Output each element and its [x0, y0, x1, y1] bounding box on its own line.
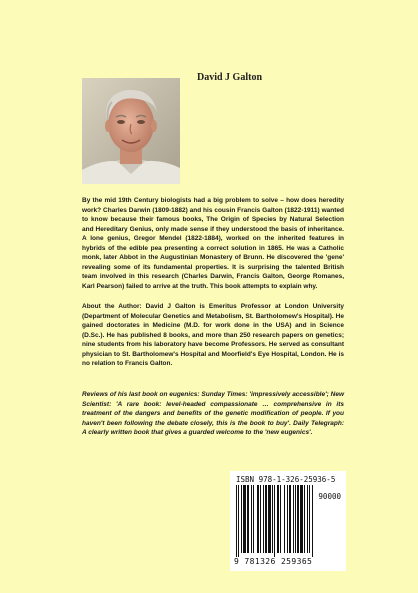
barcode-bars: [236, 485, 316, 557]
ean-digits: 9 781326 259365: [234, 557, 313, 566]
author-name: David J Galton: [197, 72, 263, 83]
isbn-label: ISBN 978-1-326-25936-5: [236, 475, 336, 484]
author-photo: [82, 78, 180, 184]
reviews-paragraph: Reviews of his last book on eugenics: Sunday Times: 'impressively accessible'; New Scientist: 'A rare book: level-headed compassionate … comprehensive in its treatment of the dangers and benefits of the genetic modification of people. If you haven't been following the debate closely, this is the book to buy'. Daily Telegraph: A clearly written book that gives a guarded welcome to the 'new eugenics'.: [82, 391, 344, 437]
about-author-paragraph: About the Author: David J Galton is Emeritus Professor at London University (Department of Molecular Genetics and Metabolism, St. Bartholomew's Hospital). He gained doctorates in Medicine (M.D. for work done in the USA) and in Science (D.Sc.). He has published 8 books, and more than 250 research papers on genetics; nine students from his laboratory have become Professors. He served as consultant physician to St. Bartholomew's Hospital and Moorfield's Eye Hospital, London. He is no relation to Francis Galton.: [82, 303, 344, 368]
isbn-barcode: [230, 471, 346, 571]
author-portrait-image: [82, 78, 180, 184]
synopsis-paragraph: By the mid 19th Century biologists had a big problem to solve – how does heredity work? Charles Darwin (1809-1882) and his cousin Francis Galton (1822-1911) wanted to know because their famous books, The Origin of Species by Natural Selection and Hereditary Genius, only made sense if they understood the basis of inheritance. A lone genius, Gregor Mendel (1822-1884), worked on the inherited features in hybrids of the edible pea presenting a correct solution in 1865. He was a Catholic monk, later Abbot in the Augustinian Monastery of Brunn. He discovered the 'gene' revealing some of its fundamental properties. It is surprising the talented British team involved in this research (Charles Darwin, Francis Galton, George Romanes, Karl Pearson) failed to arrive at the truth. This book attempts to explain why.: [82, 197, 344, 290]
price-code: 90000: [318, 492, 341, 501]
